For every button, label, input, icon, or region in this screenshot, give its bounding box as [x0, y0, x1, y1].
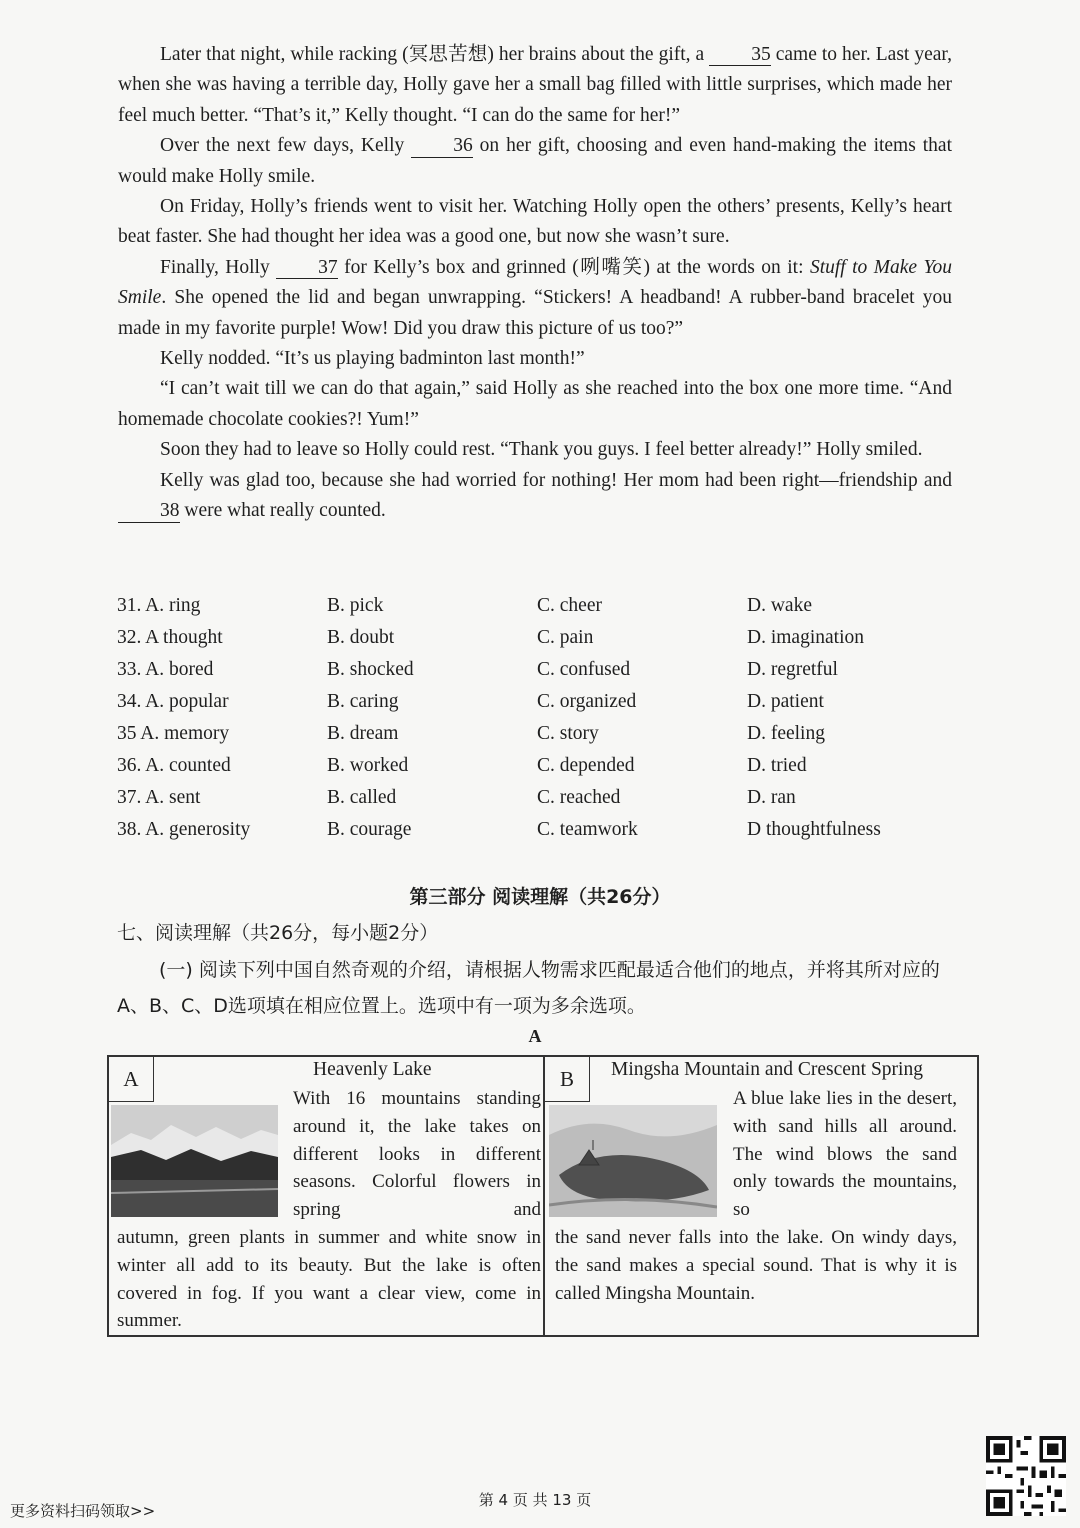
box-letter: B: [545, 1057, 590, 1102]
passage-text: Later that night, while racking (冥思苦想) her brains about the gift, a: [160, 44, 710, 65]
cloze-passage: [118, 40, 952, 527]
passage-text: for Kelly’s box and grinned (咧嘴笑) at the words on it:: [337, 256, 810, 278]
reading-heading: 七、阅读理解（共26分，每小题2分）: [117, 922, 439, 944]
passage-paragraph: [118, 40, 952, 131]
passage-text: “I can’t wait till we can do that again,” said Holly as she reached into the box one more time. “And homemade chocolate cookies?! Yum!”: [118, 378, 952, 430]
option-choice: C. pain: [537, 627, 594, 648]
passage-text: Over the next few days, Kelly: [160, 135, 412, 157]
passage-paragraph: [118, 253, 952, 344]
option-choice: 31. A. ring: [117, 595, 201, 616]
option-choice: B. shocked: [327, 659, 414, 680]
box-title: Mingsha Mountain and Crescent Spring: [611, 1059, 923, 1080]
option-choice: B. caring: [327, 691, 399, 712]
passage-paragraph: [118, 466, 952, 527]
option-choice: 38. A. generosity: [117, 819, 251, 840]
passage-paragraph: [118, 374, 952, 435]
option-choice: D. imagination: [747, 627, 864, 648]
option-choice: C. organized: [537, 691, 637, 712]
gift-box-words: Stuff to Make You Smile: [118, 256, 953, 309]
passage-paragraph: [118, 131, 952, 192]
option-choice: D. ran: [747, 787, 796, 808]
footer-promo: 更多资料扫码领取>>: [10, 1502, 156, 1520]
box-title: Heavenly Lake: [313, 1059, 432, 1080]
box-text-bottom: autumn, green plants in summer and white snow in winter all add to its beauty. But the lake is often covered in fog. If you want a clear view, come in summer.: [117, 1227, 541, 1332]
option-choice: 37. A. sent: [117, 787, 201, 808]
lake-photo: [111, 1105, 278, 1217]
box-mingsha-mountain: [543, 1057, 977, 1335]
option-choice: B. courage: [327, 819, 412, 840]
cloze-blank: 38: [118, 500, 180, 522]
option-choice: D. regretful: [747, 659, 838, 680]
cloze-blank: 37: [276, 257, 338, 279]
box-text-bottom: the sand never falls into the lake. On windy days, the sand makes a special sound. That is why it is called Mingsha Mountain.: [555, 1227, 957, 1304]
passage-text: Kelly was glad too, because she had worried for nothing! Her mom had been right—friendship and: [160, 469, 952, 491]
cloze-blank: 36: [411, 135, 473, 157]
passage-paragraph: [118, 344, 952, 374]
passage-text: Soon they had to leave so Holly could rest. “Thank you guys. I feel better already!” Holly smiled.: [160, 439, 923, 461]
passage-text: Finally, Holly: [160, 256, 277, 278]
cloze-blank: 35: [709, 44, 771, 66]
box-letter: A: [109, 1057, 154, 1102]
qr-code-icon: [986, 1436, 1066, 1516]
option-row: [117, 814, 957, 846]
option-choice: C. story: [537, 723, 599, 744]
passage-text: On Friday, Holly’s friends went to visit her. Watching Holly open the others’ presents, Kelly’s heart beat faster. She had thought her idea was a good one, but now she wasn’t sure.: [118, 196, 952, 248]
box-text-right: A blue lake lies in the desert, with sand hills all around. The wind blows the sand only towards the mountains, so: [733, 1088, 957, 1221]
passage-text: were what really counted.: [179, 500, 386, 522]
option-choice: D thoughtfulness: [747, 819, 881, 840]
option-choice: 35 A. memory: [117, 723, 230, 744]
passage-paragraph: [118, 435, 952, 465]
box-heavenly-lake: [109, 1057, 543, 1335]
passage-text: . She opened the lid and began unwrapping. “Stickers! A headband! A rubber-band bracelet you made in my favorite purple! Wow! Did you draw this picture of us too?”: [118, 287, 952, 339]
option-row: [117, 686, 957, 718]
option-row: [117, 782, 957, 814]
option-choice: C. confused: [537, 659, 631, 680]
option-choice: C. teamwork: [537, 819, 638, 840]
box-text-right: With 16 mountains standing around it, the lake takes on different looks in different seasons. Colorful flowers in spring and: [293, 1088, 541, 1221]
option-choice: C. depended: [537, 755, 635, 776]
option-choice: 32. A thought: [117, 627, 223, 648]
option-choice: C. cheer: [537, 595, 602, 616]
option-choice: D. patient: [747, 691, 824, 712]
passage-text: on her gift, choosing and even hand-making the items that would make Holly smile.: [118, 135, 952, 187]
option-choice: B. pick: [327, 595, 384, 616]
option-choice: B. dream: [327, 723, 399, 744]
option-choice: D. tried: [747, 755, 807, 776]
option-choice: 33. A. bored: [117, 659, 214, 680]
passage-text: Kelly nodded. “It’s us playing badminton last month!”: [160, 348, 585, 370]
instruction-text: (一) 阅读下列中国自然奇观的介绍，请根据人物需求匹配最适合他们的地点，并将其所对应的A、B、C、D选项填在相应位置上。选项中有一项为多余选项。: [117, 959, 940, 1017]
option-row: [117, 654, 957, 686]
set-label: A: [528, 1026, 542, 1046]
option-row: [117, 622, 957, 654]
answer-options: [117, 590, 957, 846]
place-boxes: [107, 1055, 979, 1337]
option-row: [117, 750, 957, 782]
option-choice: B. doubt: [327, 627, 395, 648]
passage-text: came to her. Last year, when she was having a terrible day, Holly gave her a small bag filled with little surprises, which made her feel much better. “That’s it,” Kelly thought. “I can do the same for her!”: [118, 44, 952, 126]
option-choice: 36. A. counted: [117, 755, 231, 776]
option-choice: C. reached: [537, 787, 621, 808]
desert-spring-photo: [549, 1105, 717, 1217]
page-number: 第 4 页 共 13 页: [478, 1491, 592, 1509]
option-row: [117, 590, 957, 622]
passage-paragraph: [118, 192, 952, 253]
option-choice: B. called: [327, 787, 397, 808]
option-choice: D. feeling: [747, 723, 825, 744]
section-title: 第三部分 阅读理解（共26分）: [409, 886, 671, 908]
option-choice: B. worked: [327, 755, 409, 776]
option-choice: 34. A. popular: [117, 691, 229, 712]
option-choice: D. wake: [747, 595, 812, 616]
option-row: [117, 718, 957, 750]
